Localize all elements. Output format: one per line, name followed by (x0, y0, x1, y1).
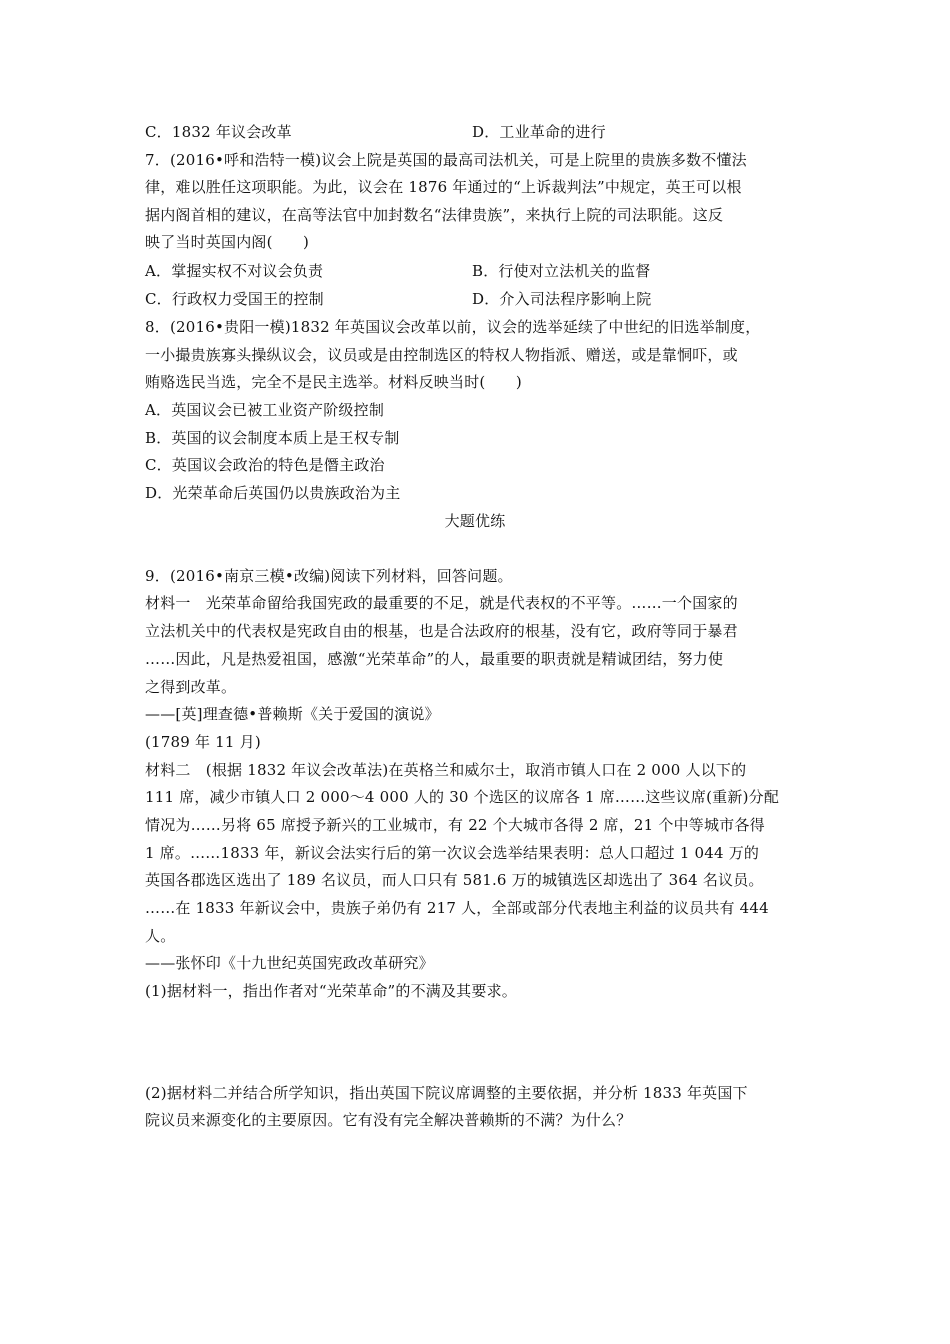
material1-source: ——[英]理查德•普赖斯《关于爱国的演说》 (145, 705, 440, 723)
q7-line: 映了当时英国内阁( ) (145, 233, 310, 251)
q7-option-a: A．掌握实权不对议会负责 (145, 262, 324, 280)
q8-line: 一小撮贵族寡头操纵议会，议员或是由控制选区的特权人物指派、赠送，或是靠恫吓，或 (145, 346, 738, 364)
q8-option-b: B．英国的议会制度本质上是王权专制 (145, 429, 400, 447)
q9-sub-question-2-line: 院议员来源变化的主要原因。它有没有完全解决普赖斯的不满？为什么？ (145, 1111, 632, 1129)
q8-line: 贿赂选民当选，完全不是民主选举。材料反映当时( ) (145, 373, 522, 391)
q7-option-b: B．行使对立法机关的监督 (472, 262, 651, 280)
q8-option-a: A．英国议会已被工业资产阶级控制 (145, 401, 385, 419)
q7-line: 据内阁首相的建议，在高等法官中加封数名“法律贵族”，来执行上院的司法职能。这反 (145, 206, 724, 224)
material1-line: 材料一 光荣革命留给我国宪政的最重要的不足，就是代表权的不平等。……一个国家的 (145, 594, 738, 612)
q9-intro: 9．(2016•南京三模•改编)阅读下列材料，回答问题。 (145, 567, 513, 585)
q8-line: 8．(2016•贵阳一模)1832 年英国议会改革以前，议会的选举延续了中世纪的旧选举制度， (145, 318, 761, 336)
material2-source: ——张怀印《十九世纪英国宪政改革研究》 (145, 954, 434, 972)
material2-line: 111 席，减少市镇人口 2 000～4 000 人的 30 个选区的议席各 1 席……这些议席(重新)分配 (145, 788, 780, 806)
material2-line: 人。 (145, 927, 176, 945)
q8-option-d: D．光荣革命后英国仍以贵族政治为主 (145, 484, 401, 502)
material2-line: ……在 1833 年新议会中，贵族子弟仍有 217 人，全部或部分代表地主利益的议员共有 444 (145, 899, 769, 917)
material2-line: 英国各郡选区选出了 189 名议员，而人口只有 581.6 万的城镇选区却选出了 364 名议员。 (145, 871, 764, 889)
q9-sub-question-2-line: (2)据材料二并结合所学知识，指出英国下院议席调整的主要依据，并分析 1833 年英国下 (145, 1084, 748, 1102)
material1-line: 立法机关中的代表权是宪政自由的根基，也是合法政府的根基，没有它，政府等同于暴君 (145, 622, 738, 640)
q7-option-d: D．介入司法程序影响上院 (472, 290, 652, 308)
q9-sub-question-1: (1)据材料一，指出作者对“光荣革命”的不满及其要求。 (145, 982, 517, 1000)
q8-option-c: C．英国议会政治的特色是僭主政治 (145, 456, 385, 474)
option-d-top: D．工业革命的进行 (472, 123, 606, 141)
q7-line: 律，难以胜任这项职能。为此，议会在 1876 年通过的“上诉裁判法”中规定，英王可以根 (145, 178, 742, 196)
section-title: 大题优练 (444, 512, 506, 530)
material1-line: 之得到改革。 (145, 678, 237, 696)
option-c-top: C．1832 年议会改革 (145, 123, 292, 141)
material1-line: ……因此，凡是热爱祖国，感激“光荣革命”的人，最重要的职责就是精诚团结，努力使 (145, 650, 724, 668)
material2-line: 1 席。……1833 年，新议会法实行后的第一次议会选举结果表明：总人口超过 1 044 万的 (145, 844, 760, 862)
material1-date: (1789 年 11 月) (145, 733, 261, 751)
q7-option-c: C．行政权力受国王的控制 (145, 290, 324, 308)
material2-line: 材料二 (根据 1832 年议会改革法)在英格兰和威尔士，取消市镇人口在 2 000 人以下的 (145, 761, 747, 779)
material2-line: 情况为……另将 65 席授予新兴的工业城市，有 22 个大城市各得 2 席，21 个中等城市各得 (145, 816, 765, 834)
q7-line: 7．(2016•呼和浩特一模)议会上院是英国的最高司法机关，可是上院里的贵族多数不懂法 (145, 151, 747, 169)
